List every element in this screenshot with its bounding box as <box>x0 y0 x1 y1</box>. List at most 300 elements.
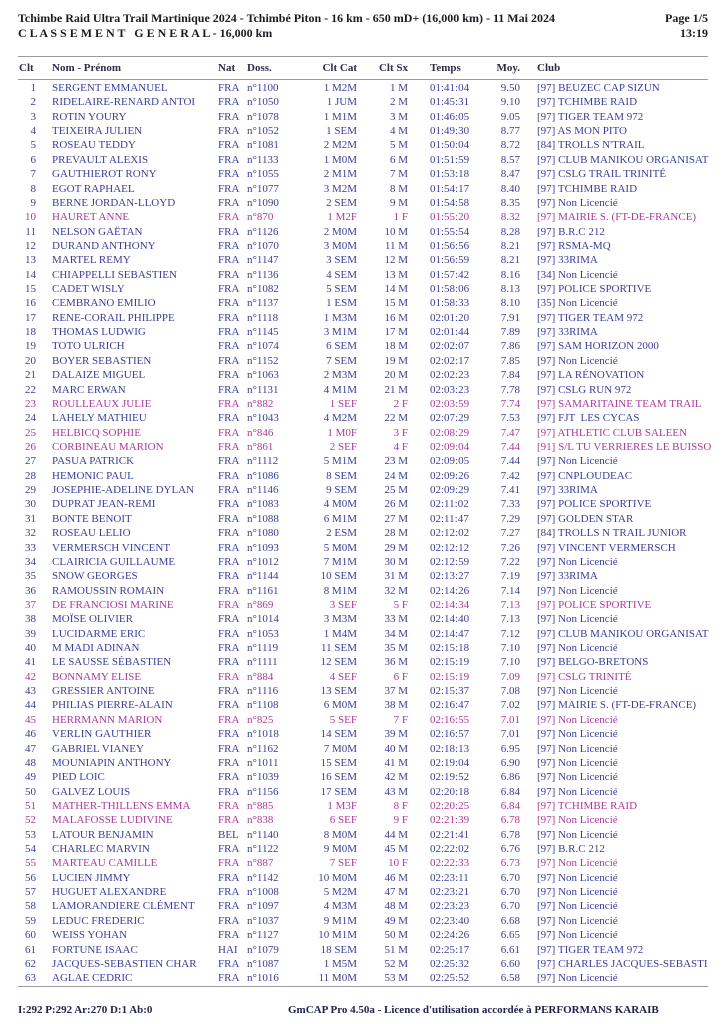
cell-clt-sx: 15 M <box>384 297 408 310</box>
cell-dossard: n°1082 <box>247 283 279 296</box>
rule-above-headers <box>18 56 708 57</box>
cell-clt-cat: 10 M1M <box>318 929 357 942</box>
cell-club: [97] Non Licencié <box>537 742 618 755</box>
cell-moy: 6.70 <box>500 886 520 899</box>
cell-moy: 8.77 <box>500 125 520 138</box>
cell-name: EGOT RAPHAEL <box>52 182 135 195</box>
cell-rank: 20 <box>25 354 36 367</box>
cell-temps: 02:03:59 <box>430 397 470 410</box>
cell-nat: FRA <box>218 886 240 899</box>
cell-clt-cat: 6 M0M <box>323 699 357 712</box>
cell-nat: FRA <box>218 656 240 669</box>
cell-temps: 02:25:32 <box>430 957 470 970</box>
cell-clt-cat: 3 M3M <box>323 613 357 626</box>
cell-rank: 7 <box>30 168 36 181</box>
table-row <box>18 81 724 95</box>
cell-moy: 7.47 <box>500 426 520 439</box>
cell-temps: 01:50:04 <box>430 139 470 152</box>
cell-temps: 02:02:23 <box>430 369 470 382</box>
cell-moy: 7.09 <box>500 670 520 683</box>
cell-dossard: n°1087 <box>247 957 279 970</box>
cell-temps: 02:14:34 <box>430 598 470 611</box>
cell-name: DALAIZE MIGUEL <box>52 369 146 382</box>
cell-nat: FRA <box>218 139 240 152</box>
cell-dossard: n°1018 <box>247 728 279 741</box>
cell-nat: FRA <box>218 96 240 109</box>
cell-clt-cat: 3 M1M <box>323 326 357 339</box>
cell-clt-sx: 9 M <box>389 196 408 209</box>
cell-clt-cat: 11 M0M <box>318 972 357 985</box>
cell-rank: 18 <box>25 326 36 339</box>
cell-temps: 02:21:41 <box>430 828 470 841</box>
cell-dossard: n°1097 <box>247 900 279 913</box>
cell-nat: FRA <box>218 168 240 181</box>
cell-name: MOÏSE OLIVIER <box>52 613 133 626</box>
cell-rank: 21 <box>25 369 36 382</box>
cell-rank: 5 <box>30 139 36 152</box>
cell-moy: 7.78 <box>500 383 520 396</box>
table-row <box>18 842 724 856</box>
cell-clt-sx: 35 M <box>384 642 408 655</box>
cell-clt-sx: 9 F <box>393 814 408 827</box>
cell-clt-cat: 1 M4M <box>323 627 357 640</box>
cell-nat: FRA <box>218 742 240 755</box>
cell-dossard: n°1145 <box>247 326 279 339</box>
cell-name: VERMERSCH VINCENT <box>52 541 171 554</box>
cell-moy: 7.08 <box>500 685 520 698</box>
cell-rank: 51 <box>25 799 36 812</box>
cell-dossard: n°1080 <box>247 527 279 540</box>
cell-club: [97] B.R.C 212 <box>537 843 605 856</box>
cell-clt-cat: 1 M0M <box>323 153 357 166</box>
cell-rank: 29 <box>25 484 36 497</box>
cell-name: SERGENT EMMANUEL <box>52 82 168 94</box>
table-row <box>18 655 724 669</box>
cell-clt-sx: 13 M <box>384 268 408 281</box>
cell-dossard: n°887 <box>247 857 274 870</box>
cell-moy: 7.33 <box>500 498 520 511</box>
cell-club: [97] Non Licencié <box>537 814 618 827</box>
cell-club: [97] Non Licencié <box>537 756 618 769</box>
cell-clt-sx: 29 M <box>384 541 408 554</box>
cell-name: MARTEL REMY <box>52 254 131 267</box>
cell-clt-sx: 19 M <box>384 354 408 367</box>
cell-nat: FRA <box>218 598 240 611</box>
cell-clt-cat: 14 SEM <box>320 728 357 741</box>
cell-dossard: n°1093 <box>247 541 279 554</box>
cell-nat: FRA <box>218 771 240 784</box>
cell-club: [97] TIGER TEAM 972 <box>537 311 644 324</box>
cell-clt-cat: 3 M0M <box>323 239 357 252</box>
cell-temps: 02:12:59 <box>430 555 470 568</box>
table-row <box>18 943 724 957</box>
cell-clt-cat: 9 M1M <box>323 914 357 927</box>
cell-clt-sx: 14 M <box>384 283 408 296</box>
cell-moy: 6.60 <box>500 957 520 970</box>
cell-moy: 7.01 <box>500 728 520 741</box>
cell-rank: 61 <box>25 943 36 956</box>
table-row <box>18 670 724 684</box>
cell-name: JACQUES-SEBASTIEN CHAR <box>52 957 197 970</box>
cell-dossard: n°1050 <box>247 96 279 109</box>
cell-nat: FRA <box>218 340 240 353</box>
cell-club: [97] POLICE SPORTIVE <box>537 283 652 296</box>
cell-clt-cat: 4 M3M <box>323 900 357 913</box>
table-row <box>18 167 724 181</box>
cell-name: FORTUNE ISAAC <box>52 943 138 956</box>
cell-name: GAUTHIEROT RONY <box>52 168 157 181</box>
table-row <box>18 469 724 483</box>
cell-club: [97] Non Licencié <box>537 613 618 626</box>
cell-clt-sx: 20 M <box>384 369 408 382</box>
cell-nat: FRA <box>218 426 240 439</box>
cell-temps: 02:14:26 <box>430 584 470 597</box>
cell-temps: 02:19:52 <box>430 771 470 784</box>
cell-clt-sx: 23 M <box>384 455 408 468</box>
cell-moy: 6.76 <box>500 843 520 856</box>
cell-moy: 6.95 <box>500 742 520 755</box>
cell-club: [91] S/L TU VERRIERES LE BUISSO <box>537 440 712 453</box>
cell-club: [97] AS MON PITO <box>537 125 627 138</box>
cell-clt-sx: 1 M <box>389 82 408 94</box>
cell-rank: 58 <box>25 900 36 913</box>
cell-nat: FRA <box>218 369 240 382</box>
cell-club: [97] Non Licencié <box>537 354 618 367</box>
cell-clt-cat: 6 SEF <box>329 814 357 827</box>
cell-clt-sx: 37 M <box>384 685 408 698</box>
cell-clt-cat: 5 M1M <box>323 455 357 468</box>
cell-club: [97] CSLG TRINITÉ <box>537 670 632 683</box>
cell-clt-cat: 7 SEF <box>329 857 357 870</box>
cell-moy: 7.19 <box>500 570 520 583</box>
table-row <box>18 95 724 109</box>
cell-rank: 37 <box>25 598 36 611</box>
table-row <box>18 383 724 397</box>
cell-club: [97] GOLDEN STAR <box>537 512 634 525</box>
cell-rank: 60 <box>25 929 36 942</box>
cell-clt-sx: 41 M <box>384 756 408 769</box>
cell-clt-sx: 4 F <box>393 440 408 453</box>
cell-moy: 7.10 <box>500 656 520 669</box>
cell-rank: 49 <box>25 771 36 784</box>
cell-nat: FRA <box>218 900 240 913</box>
cell-temps: 02:24:26 <box>430 929 470 942</box>
cell-moy: 8.28 <box>500 225 520 238</box>
cell-nat: FRA <box>218 412 240 425</box>
cell-temps: 02:08:29 <box>430 426 470 439</box>
cell-temps: 01:56:56 <box>430 239 470 252</box>
cell-dossard: n°1146 <box>247 484 279 497</box>
table-row <box>18 454 724 468</box>
cell-name: ROSEAU LELIO <box>52 527 131 540</box>
cell-dossard: n°1014 <box>247 613 279 626</box>
cell-nat: FRA <box>218 498 240 511</box>
cell-rank: 16 <box>25 297 36 310</box>
cell-clt-sx: 53 M <box>384 972 408 985</box>
cell-name: GABRIEL VIANEY <box>52 742 144 755</box>
cell-moy: 6.78 <box>500 828 520 841</box>
cell-clt-sx: 39 M <box>384 728 408 741</box>
column-header-name: Nom - Prénom <box>52 62 122 74</box>
cell-dossard: n°1012 <box>247 555 279 568</box>
cell-nat: BEL <box>218 828 239 841</box>
table-row <box>18 296 724 310</box>
cell-name: DUPRAT JEAN-REMI <box>52 498 156 511</box>
cell-rank: 46 <box>25 728 36 741</box>
cell-name: LAHELY MATHIEU <box>52 412 147 425</box>
cell-nat: FRA <box>218 728 240 741</box>
cell-dossard: n°1079 <box>247 943 279 956</box>
cell-clt-cat: 6 SEM <box>326 340 357 353</box>
cell-moy: 6.58 <box>500 972 520 985</box>
cell-clt-sx: 46 M <box>384 871 408 884</box>
cell-temps: 02:16:55 <box>430 713 470 726</box>
column-header-nat: Nat <box>218 62 236 74</box>
table-row <box>18 727 724 741</box>
cell-clt-sx: 51 M <box>384 943 408 956</box>
cell-temps: 02:16:47 <box>430 699 470 712</box>
cell-nat: FRA <box>218 326 240 339</box>
cell-moy: 7.74 <box>500 397 520 410</box>
cell-nat: FRA <box>218 613 240 626</box>
cell-clt-sx: 30 M <box>384 555 408 568</box>
cell-dossard: n°1131 <box>247 383 279 396</box>
cell-club: [97] BEUZEC CAP SIZUN <box>537 82 660 94</box>
cell-rank: 57 <box>25 886 36 899</box>
cell-name: BONTE BENOIT <box>52 512 132 525</box>
cell-temps: 02:02:17 <box>430 354 470 367</box>
cell-name: LEDUC FREDERIC <box>52 914 145 927</box>
cell-clt-cat: 2 SEM <box>326 196 357 209</box>
cell-club: [97] B.R.C 212 <box>537 225 605 238</box>
cell-club: [97] SAM HORIZON 2000 <box>537 340 659 353</box>
cell-clt-cat: 3 SEM <box>326 254 357 267</box>
cell-nat: FRA <box>218 153 240 166</box>
cell-name: CHIAPPELLI SEBASTIEN <box>52 268 177 281</box>
cell-moy: 7.14 <box>500 584 520 597</box>
cell-nat: FRA <box>218 555 240 568</box>
cell-temps: 02:15:37 <box>430 685 470 698</box>
cell-name: TOTO ULRICH <box>52 340 125 353</box>
cell-nat: FRA <box>218 627 240 640</box>
cell-moy: 7.84 <box>500 369 520 382</box>
cell-clt-cat: 10 SEM <box>320 570 357 583</box>
cell-rank: 15 <box>25 283 36 296</box>
cell-club: [97] CHARLES JACQUES-SEBASTI <box>537 957 708 970</box>
cell-nat: FRA <box>218 799 240 812</box>
cell-nat: FRA <box>218 283 240 296</box>
cell-name: LE SAUSSE SÉBASTIEN <box>52 656 172 669</box>
table-row <box>18 153 724 167</box>
cell-rank: 50 <box>25 785 36 798</box>
cell-nat: FRA <box>218 857 240 870</box>
cell-nat: FRA <box>218 484 240 497</box>
cell-club: [97] FJT LES CYCAS <box>537 412 640 425</box>
cell-clt-cat: 2 M1M <box>323 168 357 181</box>
cell-name: JOSEPHIE-ADELINE DYLAN <box>52 484 195 497</box>
cell-rank: 9 <box>30 196 36 209</box>
cell-club: [97] Non Licencié <box>537 713 618 726</box>
cell-nat: FRA <box>218 383 240 396</box>
cell-name: PASUA PATRICK <box>52 455 135 468</box>
cell-clt-cat: 5 SEM <box>326 283 357 296</box>
cell-temps: 02:09:05 <box>430 455 470 468</box>
cell-clt-sx: 2 M <box>389 96 408 109</box>
cell-clt-cat: 18 SEM <box>320 943 357 956</box>
cell-rank: 10 <box>25 211 36 224</box>
table-row <box>18 856 724 870</box>
cell-club: [97] 33RIMA <box>537 254 598 267</box>
cell-clt-cat: 2 M0M <box>323 225 357 238</box>
cell-club: [97] 33RIMA <box>537 570 598 583</box>
title-block <box>18 11 555 41</box>
cell-clt-cat: 8 SEM <box>326 469 357 482</box>
table-row <box>18 713 724 727</box>
cell-moy: 8.13 <box>500 283 520 296</box>
cell-temps: 01:45:31 <box>430 96 470 109</box>
cell-dossard: n°1074 <box>247 340 279 353</box>
cell-moy: 7.27 <box>500 527 520 540</box>
cell-dossard: n°1039 <box>247 771 279 784</box>
cell-name: CHARLEC MARVIN <box>52 843 150 856</box>
cell-club: [84] TROLLS N'TRAIL <box>537 139 645 152</box>
cell-clt-cat: 13 SEM <box>320 685 357 698</box>
cell-club: [97] Non Licencié <box>537 196 618 209</box>
cell-clt-cat: 1 SEF <box>329 397 357 410</box>
cell-rank: 25 <box>25 426 36 439</box>
table-row <box>18 569 724 583</box>
cell-rank: 26 <box>25 440 36 453</box>
cell-dossard: n°838 <box>247 814 274 827</box>
cell-clt-cat: 1 M2F <box>327 211 357 224</box>
cell-name: VERLIN GAUTHIER <box>52 728 152 741</box>
cell-rank: 22 <box>25 383 36 396</box>
cell-name: HAURET ANNE <box>52 211 130 224</box>
cell-name: MARTEAU CAMILLE <box>52 857 158 870</box>
cell-clt-cat: 9 SEM <box>326 484 357 497</box>
cell-nat: FRA <box>218 254 240 267</box>
cell-moy: 8.47 <box>500 168 520 181</box>
cell-nat: FRA <box>218 182 240 195</box>
cell-moy: 8.21 <box>500 254 520 267</box>
cell-clt-sx: 21 M <box>384 383 408 396</box>
cell-rank: 32 <box>25 527 36 540</box>
cell-clt-sx: 42 M <box>384 771 408 784</box>
cell-clt-cat: 4 SEF <box>329 670 357 683</box>
cell-temps: 01:58:33 <box>430 297 470 310</box>
cell-temps: 02:02:07 <box>430 340 470 353</box>
cell-club: [97] CNPLOUDEAC <box>537 469 633 482</box>
cell-clt-cat: 1 M0F <box>327 426 357 439</box>
cell-club: [97] CLUB MANIKOU ORGANISAT <box>537 627 709 640</box>
table-row <box>18 282 724 296</box>
cell-moy: 7.89 <box>500 326 520 339</box>
table-row <box>18 871 724 885</box>
table-row <box>18 541 724 555</box>
cell-name: SNOW GEORGES <box>52 570 138 583</box>
cell-dossard: n°1112 <box>247 455 279 468</box>
cell-clt-sx: 33 M <box>384 613 408 626</box>
cell-clt-cat: 3 M2M <box>323 182 357 195</box>
cell-name: MALAFOSSE LUDIVINE <box>52 814 173 827</box>
cell-moy: 6.86 <box>500 771 520 784</box>
cell-clt-sx: 38 M <box>384 699 408 712</box>
cell-club: [34] Non Licencié <box>537 268 618 281</box>
cell-temps: 02:13:27 <box>430 570 470 583</box>
cell-moy: 7.10 <box>500 642 520 655</box>
cell-nat: FRA <box>218 82 240 94</box>
table-row <box>18 440 724 454</box>
table-row <box>18 598 724 612</box>
cell-temps: 02:15:19 <box>430 670 470 683</box>
cell-clt-sx: 50 M <box>384 929 408 942</box>
cell-name: BERNE JORDAN-LLOYD <box>52 196 176 209</box>
cell-club: [97] SAMARITAINE TEAM TRAIL <box>537 397 702 410</box>
cell-clt-cat: 5 M0M <box>323 541 357 554</box>
table-row <box>18 957 724 971</box>
table-row <box>18 684 724 698</box>
column-header-dossard: Doss. <box>247 62 272 74</box>
cell-name: ROTIN YOURY <box>52 110 127 123</box>
cell-rank: 19 <box>25 340 36 353</box>
cell-nat: FRA <box>218 929 240 942</box>
cell-nat: FRA <box>218 110 240 123</box>
cell-nat: FRA <box>218 297 240 310</box>
cell-dossard: n°846 <box>247 426 274 439</box>
cell-moy: 7.01 <box>500 713 520 726</box>
cell-club: [97] Non Licencié <box>537 929 618 942</box>
cell-clt-cat: 2 ESM <box>326 527 357 540</box>
cell-clt-sx: 49 M <box>384 914 408 927</box>
table-row <box>18 971 724 985</box>
cell-moy: 7.13 <box>500 598 520 611</box>
table-row <box>18 196 724 210</box>
cell-moy: 6.68 <box>500 914 520 927</box>
cell-dossard: n°1142 <box>247 871 279 884</box>
cell-moy: 6.73 <box>500 857 520 870</box>
cell-temps: 02:23:40 <box>430 914 470 927</box>
cell-dossard: n°861 <box>247 440 274 453</box>
cell-rank: 4 <box>30 125 36 138</box>
cell-moy: 7.44 <box>500 440 520 453</box>
cell-rank: 12 <box>25 239 36 252</box>
cell-club: [97] BELGO-BRETONS <box>537 656 649 669</box>
cell-name: PREVAULT ALEXIS <box>52 153 149 166</box>
cell-clt-sx: 22 M <box>384 412 408 425</box>
cell-nat: FRA <box>218 512 240 525</box>
cell-moy: 7.91 <box>500 311 520 324</box>
cell-dossard: n°1043 <box>247 412 279 425</box>
cell-dossard: n°1111 <box>247 656 278 669</box>
cell-dossard: n°1137 <box>247 297 279 310</box>
cell-club: [97] RSMA-MQ <box>537 239 611 252</box>
cell-dossard: n°1077 <box>247 182 279 195</box>
cell-name: NELSON GAËTAN <box>52 225 143 238</box>
cell-rank: 33 <box>25 541 36 554</box>
results-table <box>18 81 724 986</box>
cell-name: ROSEAU TEDDY <box>52 139 136 152</box>
cell-nat: FRA <box>218 871 240 884</box>
cell-temps: 02:23:11 <box>430 871 469 884</box>
column-header-moy: Moy. <box>496 62 520 74</box>
cell-rank: 23 <box>25 397 36 410</box>
cell-dossard: n°1090 <box>247 196 279 209</box>
cell-clt-cat: 2 M2M <box>323 139 357 152</box>
cell-clt-sx: 11 M <box>384 239 408 252</box>
cell-rank: 39 <box>25 627 36 640</box>
cell-dossard: n°1078 <box>247 110 279 123</box>
cell-clt-sx: 25 M <box>384 484 408 497</box>
